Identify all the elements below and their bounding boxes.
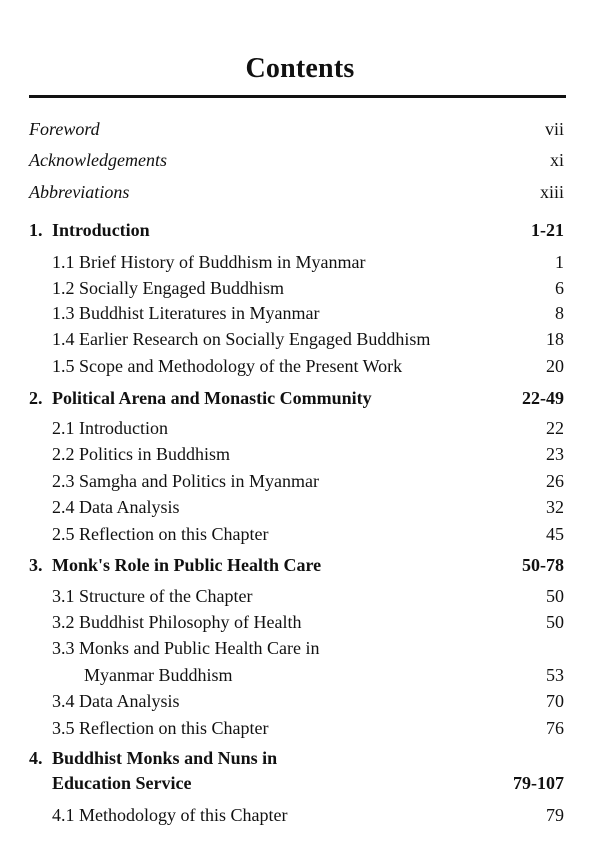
toc-section-2-4[interactable] — [0, 495, 600, 519]
chapter-pages: 50-78 — [522, 555, 564, 575]
chapter-number: 3. — [29, 555, 43, 575]
toc-section-1-4[interactable] — [0, 327, 600, 351]
entry-label: Abbreviations — [29, 182, 130, 202]
toc-entry-acknowledgements[interactable] — [0, 148, 600, 172]
section-label: 3.1 Structure of the Chapter — [52, 586, 253, 606]
section-label: 2.2 Politics in Buddhism — [52, 444, 231, 464]
section-page: 50 — [546, 586, 564, 606]
entry-label: Foreword — [29, 119, 100, 139]
section-label: 3.2 Buddhist Philosophy of Health — [52, 612, 302, 632]
section-label: 3.5 Reflection on this Chapter — [52, 718, 269, 738]
section-label: 4.1 Methodology of this Chapter — [52, 805, 288, 825]
toc-section-3-3[interactable] — [0, 636, 600, 660]
toc-section-3-4[interactable] — [0, 689, 600, 713]
section-page: 6 — [555, 278, 564, 298]
toc-section-2-3[interactable] — [0, 469, 600, 493]
section-page: 18 — [546, 329, 564, 349]
section-label: 3.4 Data Analysis — [52, 691, 180, 711]
toc-section-3-1[interactable] — [0, 584, 600, 608]
toc-section-1-3[interactable] — [0, 301, 600, 325]
toc-entry-foreword[interactable] — [0, 117, 600, 141]
entry-page: vii — [544, 119, 564, 139]
section-page: 8 — [555, 303, 564, 323]
section-label: 1.2 Socially Engaged Buddhism — [52, 278, 284, 298]
chapter-number: 4. — [29, 748, 43, 768]
toc-section-3-5[interactable] — [0, 716, 600, 740]
toc-section-1-1[interactable] — [0, 250, 600, 274]
toc-section-3-2[interactable] — [0, 610, 600, 634]
chapter-pages: 22-49 — [522, 388, 564, 408]
chapter-pages: 1-21 — [531, 220, 564, 240]
section-page: 50 — [546, 612, 564, 632]
section-page: 32 — [546, 497, 564, 517]
section-page: 1 — [555, 252, 564, 272]
toc-section-3-3-continued[interactable] — [0, 663, 600, 687]
section-label: 2.4 Data Analysis — [52, 497, 180, 517]
page-title: Contents — [245, 53, 355, 84]
section-label: 2.3 Samgha and Politics in Myanmar — [52, 471, 319, 491]
toc-chapter-3[interactable] — [0, 553, 600, 577]
section-page: 79 — [546, 805, 564, 825]
title-rule — [29, 95, 566, 98]
entry-page: xiii — [539, 182, 564, 202]
entry-page: xi — [549, 150, 564, 170]
section-page: 23 — [546, 444, 564, 464]
section-page: 20 — [546, 356, 564, 376]
section-page: 26 — [546, 471, 564, 491]
section-page: 53 — [546, 665, 564, 685]
toc-chapter-4-continued[interactable] — [0, 771, 600, 795]
toc-section-2-2[interactable] — [0, 442, 600, 466]
toc-chapter-1[interactable] — [0, 218, 600, 242]
toc-section-2-5[interactable] — [0, 522, 600, 546]
entry-label: Acknowledgements — [29, 150, 167, 170]
toc-chapter-2[interactable] — [0, 386, 600, 410]
chapter-number: 2. — [29, 388, 43, 408]
toc-section-1-5[interactable] — [0, 354, 600, 378]
section-label: 2.5 Reflection on this Chapter — [52, 524, 269, 544]
section-label: 1.4 Earlier Research on Socially Engaged Buddhism — [52, 329, 431, 349]
section-label: 1.1 Brief History of Buddhism in Myanmar — [52, 252, 366, 272]
section-page: 76 — [546, 718, 564, 738]
chapter-title-continued: Education Service — [52, 773, 192, 793]
section-label-continued: Myanmar Buddhism — [84, 665, 233, 685]
toc-section-1-2[interactable] — [0, 276, 600, 300]
chapter-pages: 79-107 — [513, 773, 564, 793]
section-label: 1.3 Buddhist Literatures in Myanmar — [52, 303, 320, 323]
toc-section-4-1[interactable] — [0, 803, 600, 827]
chapter-title: Buddhist Monks and Nuns in — [52, 748, 278, 768]
section-label: 2.1 Introduction — [52, 418, 168, 438]
section-label: 3.3 Monks and Public Health Care in — [52, 638, 320, 658]
chapter-number: 1. — [29, 220, 43, 240]
chapter-title: Monk's Role in Public Health Care — [52, 555, 322, 575]
toc-entry-abbreviations[interactable] — [0, 180, 600, 204]
section-label: 1.5 Scope and Methodology of the Present Work — [52, 356, 403, 376]
section-page: 70 — [546, 691, 564, 711]
toc-section-2-1[interactable] — [0, 416, 600, 440]
chapter-title: Introduction — [52, 220, 150, 240]
section-page: 22 — [546, 418, 564, 438]
chapter-title: Political Arena and Monastic Community — [52, 388, 372, 408]
section-page: 45 — [546, 524, 564, 544]
toc-chapter-4[interactable] — [0, 746, 600, 770]
